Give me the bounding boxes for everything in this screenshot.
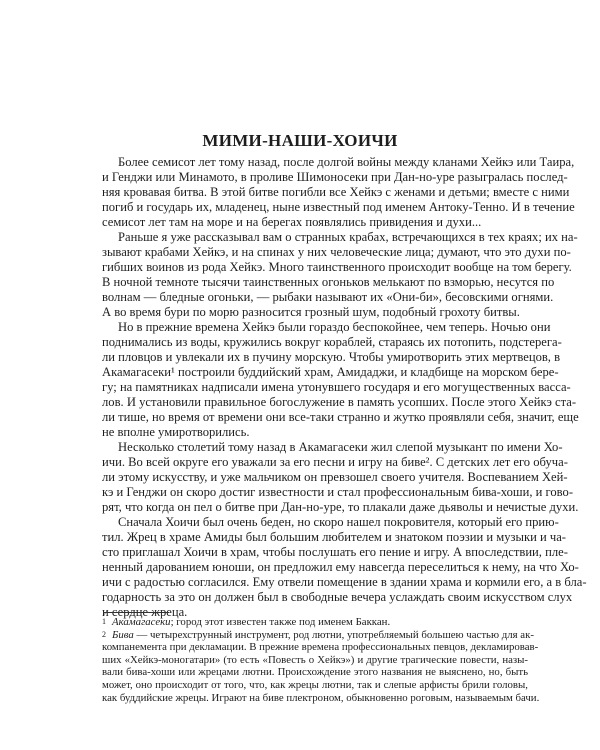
text-line: В ночной темноте тысячи таинственных огоньков мелькают по взморью, несутся по: [102, 275, 555, 289]
text-line: тил. Жрец в храме Амиды был большим любителем и знатоком поэзии и музыки и ча-: [102, 530, 566, 544]
footnote-number: 2: [102, 629, 106, 639]
footnote-line: ших «Хейкэ-моногатари» (то есть «Повесть о Хейкэ») и другие трагические повести, назы-: [102, 653, 528, 666]
footnote-text: — четырехструнный инструмент, род лютни, употребляемый большею частью для ак-: [133, 628, 534, 641]
text-line: зывают крабами Хейкэ, и на спинах у них человеческие лица; думают, что это духи по-: [102, 245, 571, 259]
paragraph: [102, 155, 575, 230]
footnote-text: ; город этот известен также под именем Баккан.: [170, 616, 391, 628]
text-line: и Генджи или Минамото, в проливе Шимоносеки при Дан-но-уре разыгралась послед-: [102, 170, 568, 184]
footnote-number: 1: [102, 617, 106, 626]
paragraph: [102, 440, 579, 515]
footnote-line: [102, 616, 528, 629]
chapter-title: МИМИ-НАШИ-ХОИЧИ: [202, 131, 398, 150]
text-line: ичи с радостью согласился. Ему отвели помещение в здании храма и кормили его, а в бла-: [102, 575, 587, 589]
text-line: ли пловцов и увлекали их в пучину морскую. Чтобы умиротворить этих мертвецов, в: [102, 350, 561, 364]
text-line: рят, что когда он пел о битве при Дан-но-уре, то плакали даже дьяволы и нечистые духи.: [102, 500, 579, 514]
footnote-line: [102, 628, 534, 642]
footnote-line: может, оно происходит от того, что, как жрецы лютни, так и слепые арфисты брили головы,: [102, 678, 528, 691]
footnote-term: Акамагасеки: [112, 616, 171, 628]
text-line: няя кровавая битва. В этой битве погибли все Хейкэ с женами и детьми; вместе с ними: [102, 185, 570, 199]
footnote: [102, 628, 540, 705]
text-line: Раньше я уже рассказывал вам о странных крабах, встречающихся в тех краях; их на-: [118, 230, 578, 244]
text-line: ненный дарованием юноши, он предложил ему навсегда переселиться к нему, на что Хо-: [102, 560, 579, 574]
text-line: ли тише, но время от времени они все-таки странно и жутко проявляли себя, значит, еще: [102, 410, 579, 424]
text-line: Несколько столетий тому назад в Акамагасеки жил слепой музыкант по имени Хо-: [118, 440, 563, 454]
text-line: лов. И установили правильное богослужение в память усопших. После этого Хейкэ ста-: [102, 395, 577, 409]
text-line: сто приглашал Хоичи в храм, чтобы послушать его пение и игру. А впоследствии, пле-: [102, 545, 568, 559]
paragraph: [102, 320, 579, 440]
footnote-line: компанемента при декламации. В прежние времена профессиональных певцов, декламировав-: [102, 641, 539, 654]
paragraph: [102, 230, 578, 320]
chapter-body: [102, 155, 587, 620]
text-line: Более семисот лет тому назад, после долгой войны между кланами Хейкэ или Таира,: [118, 155, 575, 169]
text-line: кэ и Генджи он скоро достиг известности и стал профессиональным бива-хоши, и гово-: [102, 485, 574, 499]
text-line: гибших воинов из рода Хейкэ. Много таинственного происходит вообще на том берегу.: [102, 260, 572, 274]
paragraph: [102, 515, 587, 620]
text-line: волнам — бледные огоньки, — рыбаки называют их «Они-би», бесовскими огнями.: [102, 290, 554, 304]
text-line: Но в прежние времена Хейкэ были гораздо беспокойнее, чем теперь. Ночью они: [118, 320, 551, 334]
text-line: годарность за это он должен был в свободные вечера услаждать своим искусством слух: [102, 590, 573, 604]
text-line: семисот лет там на море и на берегах появлялись привидения и духи...: [102, 215, 482, 229]
text-line: погиб и государь их, младенец, ныне известный под именем Антоку-Тенно. И в течение: [102, 200, 575, 214]
text-line: поднимались из воды, кружились вокруг кораблей, стараясь их потопить, подстерега-: [102, 335, 562, 349]
text-line: гу; на памятниках надписали имена утонувшего государя и его могущественных васса-: [102, 380, 571, 394]
footnotes: [102, 616, 540, 704]
text-line: и сердце жреца.: [102, 605, 188, 619]
text-line: ли этому искусству, и уже мальчиком он превзошел своего учителя. Воспеванием Хей-: [102, 470, 568, 484]
footnote-divider: [103, 612, 169, 613]
footnote-line: как буддийские жрецы. Играют на биве плектроном, обыкновенно роговым, называемым бачи.: [102, 691, 540, 704]
text-line: не вполне умиротворились.: [102, 425, 250, 439]
text-line: Акамагасеки¹ построили буддийский храм, Амидаджи, и кладбище на морском бере-: [102, 365, 559, 379]
text-line: Сначала Хоичи был очень беден, но скоро нашел покровителя, который его прию-: [118, 515, 559, 529]
text-line: ичи. Во всей округе его уважали за его песни и игру на биве². С детских лет его обуча-: [102, 455, 568, 469]
footnote: [102, 616, 528, 629]
footnote-line: вали бива-хоши или жрецами лютни. Происхождение этого названия не выяснено, но, быть: [102, 666, 528, 679]
footnote-term: Бива: [112, 628, 134, 641]
text-line: А во время бури по морю разносится грозный шум, подобный грохоту битвы.: [102, 305, 520, 319]
